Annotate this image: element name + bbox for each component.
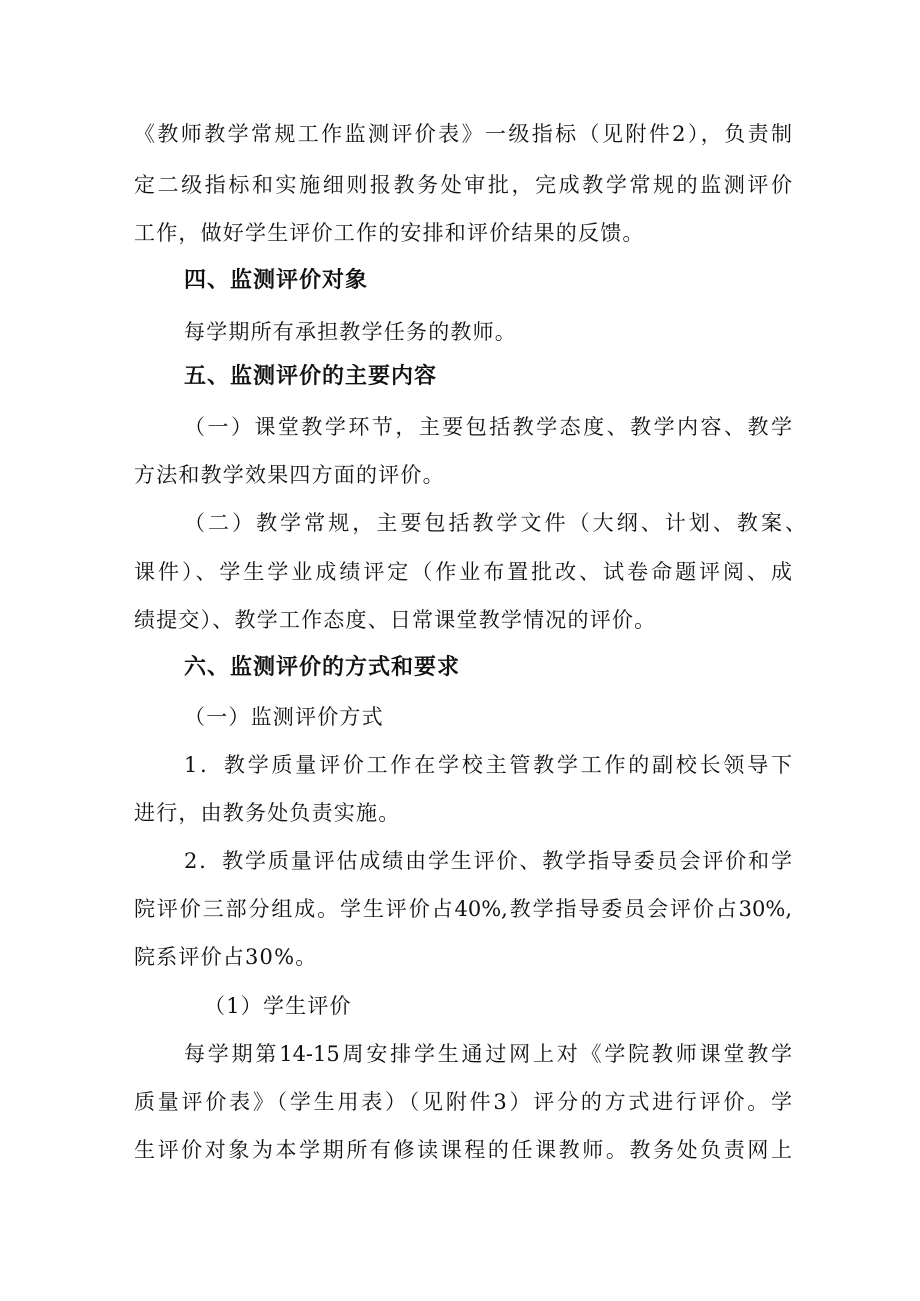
paragraph-line: 定二级指标和实施细则报教务处审批，完成教学常规的监测评价	[134, 173, 792, 197]
paragraph-line: 每学期所有承担教学任务的教师。	[184, 320, 517, 344]
section-heading: 六、监测评价的方式和要求	[184, 655, 461, 680]
paragraph-line: 方法和教学效果四方面的评价。	[134, 463, 445, 487]
paragraph-line: 院系评价占30%。	[134, 945, 318, 969]
paragraph-line: （二）教学常规，主要包括教学文件（大纲、计划、教案、	[184, 511, 806, 535]
subheading: （一）监测评价方式	[184, 705, 384, 729]
paragraph-line: 课件）、学生学业成绩评定（作业布置批改、试卷命题评阅、成	[134, 560, 792, 584]
paragraph-line: 2．教学质量评估成绩由学生评价、教学指导委员会评价和学	[184, 849, 792, 873]
paragraph-line: 1．教学质量评价工作在学校主管教学工作的副校长领导下	[184, 753, 792, 777]
paragraph-line: 质量评价表》（学生用表）（见附件3）评分的方式进行评价。学	[134, 1090, 792, 1114]
subheading: （1）学生评价	[204, 994, 352, 1018]
paragraph-line: 生评价对象为本学期所有修读课程的任课教师。教务处负责网上	[134, 1138, 792, 1162]
paragraph-line: 每学期第14-15周安排学生通过网上对《学院教师课堂教学	[184, 1042, 792, 1066]
section-heading: 四、监测评价对象	[184, 268, 369, 293]
paragraph-line: 院评价三部分组成。学生评价占40%,教学指导委员会评价占30%,	[134, 897, 792, 921]
paragraph-line: 《教师教学常规工作监测评价表》一级指标（见附件2），负责制	[134, 122, 792, 146]
paragraph-line: 绩提交）、教学工作态度、日常课堂教学情况的评价。	[134, 608, 657, 632]
section-heading: 五、监测评价的主要内容	[184, 364, 438, 389]
paragraph-line: 进行，由教务处负责实施。	[134, 801, 401, 825]
paragraph-line: （一）课堂教学环节，主要包括教学态度、教学内容、教学	[184, 415, 792, 439]
paragraph-line: 工作，做好学生评价工作的安排和评价结果的反馈。	[134, 221, 645, 245]
